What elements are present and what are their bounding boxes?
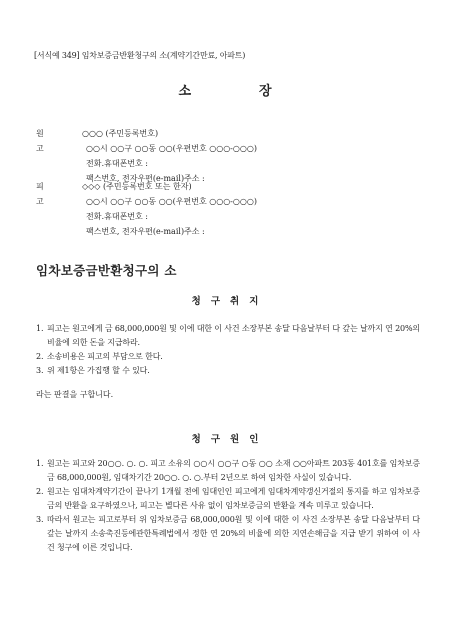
heading-char: 구 [210, 434, 220, 445]
role-char: 피 [36, 182, 44, 191]
role-char: 고 [36, 197, 44, 206]
item-number: 2. [36, 487, 44, 496]
list-item [36, 350, 420, 364]
item-number: 3. [36, 366, 44, 375]
claim-purpose-heading [0, 293, 450, 307]
item-text: 피고는 원고에게 금 68,000,000원 및 이에 대한 이 사건 소장부본 송달 다음날부터 다 갚는 날까지 연 20%의 비율에 의한 돈을 지급하라. [47, 324, 420, 347]
plaintiff-role [36, 126, 70, 156]
heading-char: 지 [249, 296, 259, 307]
list-item [36, 457, 420, 485]
plaintiff-fax: 팩스번호, 전자우편(e-mail)주소 : [86, 174, 205, 183]
role-char: 고 [36, 144, 44, 153]
heading-char: 구 [210, 296, 220, 307]
item-text: 원고는 피고와 20○○. ○. ○. 피고 소유의 ○○시 ○○구 ○동 ○○ 소재 ○○아파트 203동 401호를 임차보증금 68,000,000원, 임대차기간 20○○. ○. ○.부터 2년으로 하여 임차한 사실이 있습니다. [47, 459, 420, 482]
list-item [36, 513, 420, 555]
role-char: 원 [36, 129, 44, 138]
item-number: 3. [36, 515, 44, 524]
claim-cause-list [36, 457, 420, 555]
defendant-address: ○○시 ○○구 ○○동 ○○(우편번호 ○○○-○○○) [86, 197, 257, 206]
item-number: 1. [36, 459, 44, 468]
heading-char: 인 [249, 434, 259, 445]
case-title: 임차보증금반환청구의 소 [36, 263, 177, 278]
defendant-fax: 팩스번호, 전자우편(e-mail)주소 : [86, 227, 205, 236]
plaintiff-name: ○○○ (주민등록번호) [82, 129, 159, 138]
list-item [36, 322, 420, 350]
heading-char: 취 [230, 296, 240, 307]
defendant-role [36, 179, 70, 209]
item-text: 소송비용은 피고의 부담으로 한다. [47, 352, 163, 361]
item-text: 원고는 임대차계약기간이 끝나기 1개월 전에 임대인인 피고에게 임대차계약갱신거절의 통지를 하고 임차보증금의 반환을 요구하였으나, 피고는 별다른 사유 없이 임차보증금의 반환을 계속 미루고 있습니다. [47, 487, 420, 510]
form-number: [서식예 349] 임차보증금반환청구의 소(계약기간만료, 아파트) [34, 51, 246, 60]
heading-char: 청 [191, 434, 201, 445]
claim-cause-heading [0, 431, 450, 445]
claim-purpose-list [36, 322, 420, 378]
item-text: 따라서 원고는 피고로부터 위 임차보증금 68,000,000원 및 이에 대한 이 사건 소장부본 송달 다음날부터 다 갚는 날까지 소송촉진등에관한특례법에서 정한 연 20%의 비율에 의한 지연손해금을 지급 받기 위하여 이 사건 청구에 이른 것입니다. [47, 515, 420, 552]
defendant-name: ◇◇◇ (주민등록번호 또는 한자) [82, 182, 192, 191]
plaintiff-lines [82, 126, 257, 186]
item-text: 위 제1항은 가집행 할 수 있다. [47, 366, 150, 375]
list-item [36, 364, 420, 378]
heading-char: 청 [191, 296, 201, 307]
title-char: 소 [178, 84, 191, 99]
document-title [0, 80, 450, 99]
title-char: 장 [259, 84, 272, 99]
plaintiff-phone: 전화․휴대폰번호 : [86, 159, 149, 168]
defendant-phone: 전화․휴대폰번호 : [86, 212, 149, 221]
list-item [36, 485, 420, 513]
defendant-lines [82, 179, 257, 239]
item-number: 1. [36, 324, 44, 333]
plaintiff-address: ○○시 ○○구 ○○동 ○○(우편번호 ○○○-○○○) [86, 144, 257, 153]
heading-char: 원 [230, 434, 240, 445]
item-number: 2. [36, 352, 44, 361]
closing-sentence: 라는 판결을 구합니다. [36, 390, 114, 399]
